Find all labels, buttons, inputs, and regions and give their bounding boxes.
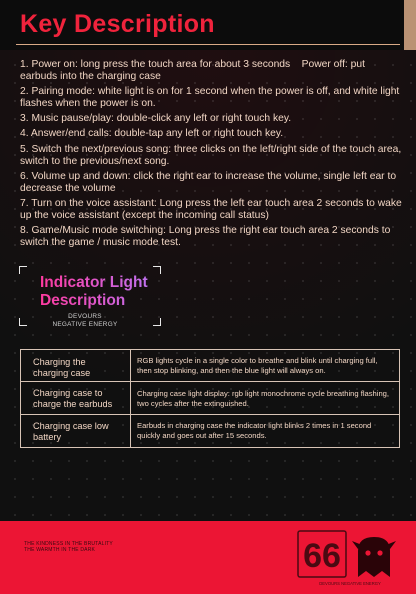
footer-tagline: THE KINDNESS IN THE BRUTALITY xyxy=(24,541,113,547)
cell-divider xyxy=(130,350,131,381)
instruction-item: 8. Game/Music mode switching: Long press the right ear touch area 2 seconds to switch the game / music mode test. xyxy=(20,225,391,248)
table-cell-desc: Charging case light display: rgb light monochrome cycle breathing flashing, two cycles after the extinguished. xyxy=(137,389,389,408)
indicator-subtitle: NEGATIVE ENERGY xyxy=(52,321,118,328)
table-cell-label: Charging case to charge the earbuds xyxy=(33,388,113,409)
corner-bracket xyxy=(153,266,161,274)
brand-logo-icon xyxy=(296,527,404,587)
instruction-item: 4. Answer/end calls: double-tap any left or right touch key. xyxy=(20,128,284,140)
header xyxy=(0,0,416,50)
instructions-list xyxy=(20,59,402,252)
corner-bracket xyxy=(19,266,27,274)
instruction-item: 2. Pairing mode: white light is on for 1 second when the power is off, and white light flashes when the power is on. xyxy=(20,86,400,109)
header-side-bar xyxy=(404,0,416,50)
instruction-item: 3. Music pause/play: double-click any left or right touch key. xyxy=(20,113,292,125)
table-cell-desc: Earbuds in charging case the indicator light blinks 2 times in 1 second quickly and goes out after 15 seconds. xyxy=(137,421,372,440)
table-cell-desc: RGB lights cycle in a single color to breathe and blink until charging full, then stop blinking, and then the blue light will always on. xyxy=(137,356,378,375)
instruction-item: 5. Switch the next/previous song: three clicks on the left/right side of the touch area, switch to the previous/next song. xyxy=(20,143,402,167)
indicator-title: Indicator Light Description xyxy=(40,274,170,310)
logo-caption: DEVOURS NEGATIVE ENERGY xyxy=(319,581,381,586)
table-row xyxy=(21,415,399,447)
footer xyxy=(0,521,416,594)
instruction-item: 6. Volume up and down: click the right ear to increase the volume, single left ear to decrease the volume xyxy=(20,170,397,194)
table-cell-label: Charging the charging case xyxy=(33,357,91,378)
indicator-table xyxy=(20,349,400,448)
instruction-item: 1. Power on: long press the touch area for about 3 seconds Power off: put earbuds into the charging case xyxy=(20,59,365,82)
page-title: Key Description xyxy=(20,10,215,38)
logo-text: 66 xyxy=(303,537,341,575)
footer-tagline: THE WARMTH IN THE DARK xyxy=(24,547,96,553)
cell-divider xyxy=(130,382,131,414)
table-row xyxy=(21,350,399,382)
instruction-item: 7. Turn on the voice assistant: Long press the left ear touch area 2 seconds to wake up the voice assistant (except the incoming call status) xyxy=(20,197,402,221)
header-divider xyxy=(16,44,400,45)
indicator-subtitle: DEVOURS xyxy=(68,313,102,320)
cell-divider xyxy=(130,415,131,447)
table-cell-label: Charging case low battery xyxy=(33,421,109,442)
table-row xyxy=(21,382,399,415)
